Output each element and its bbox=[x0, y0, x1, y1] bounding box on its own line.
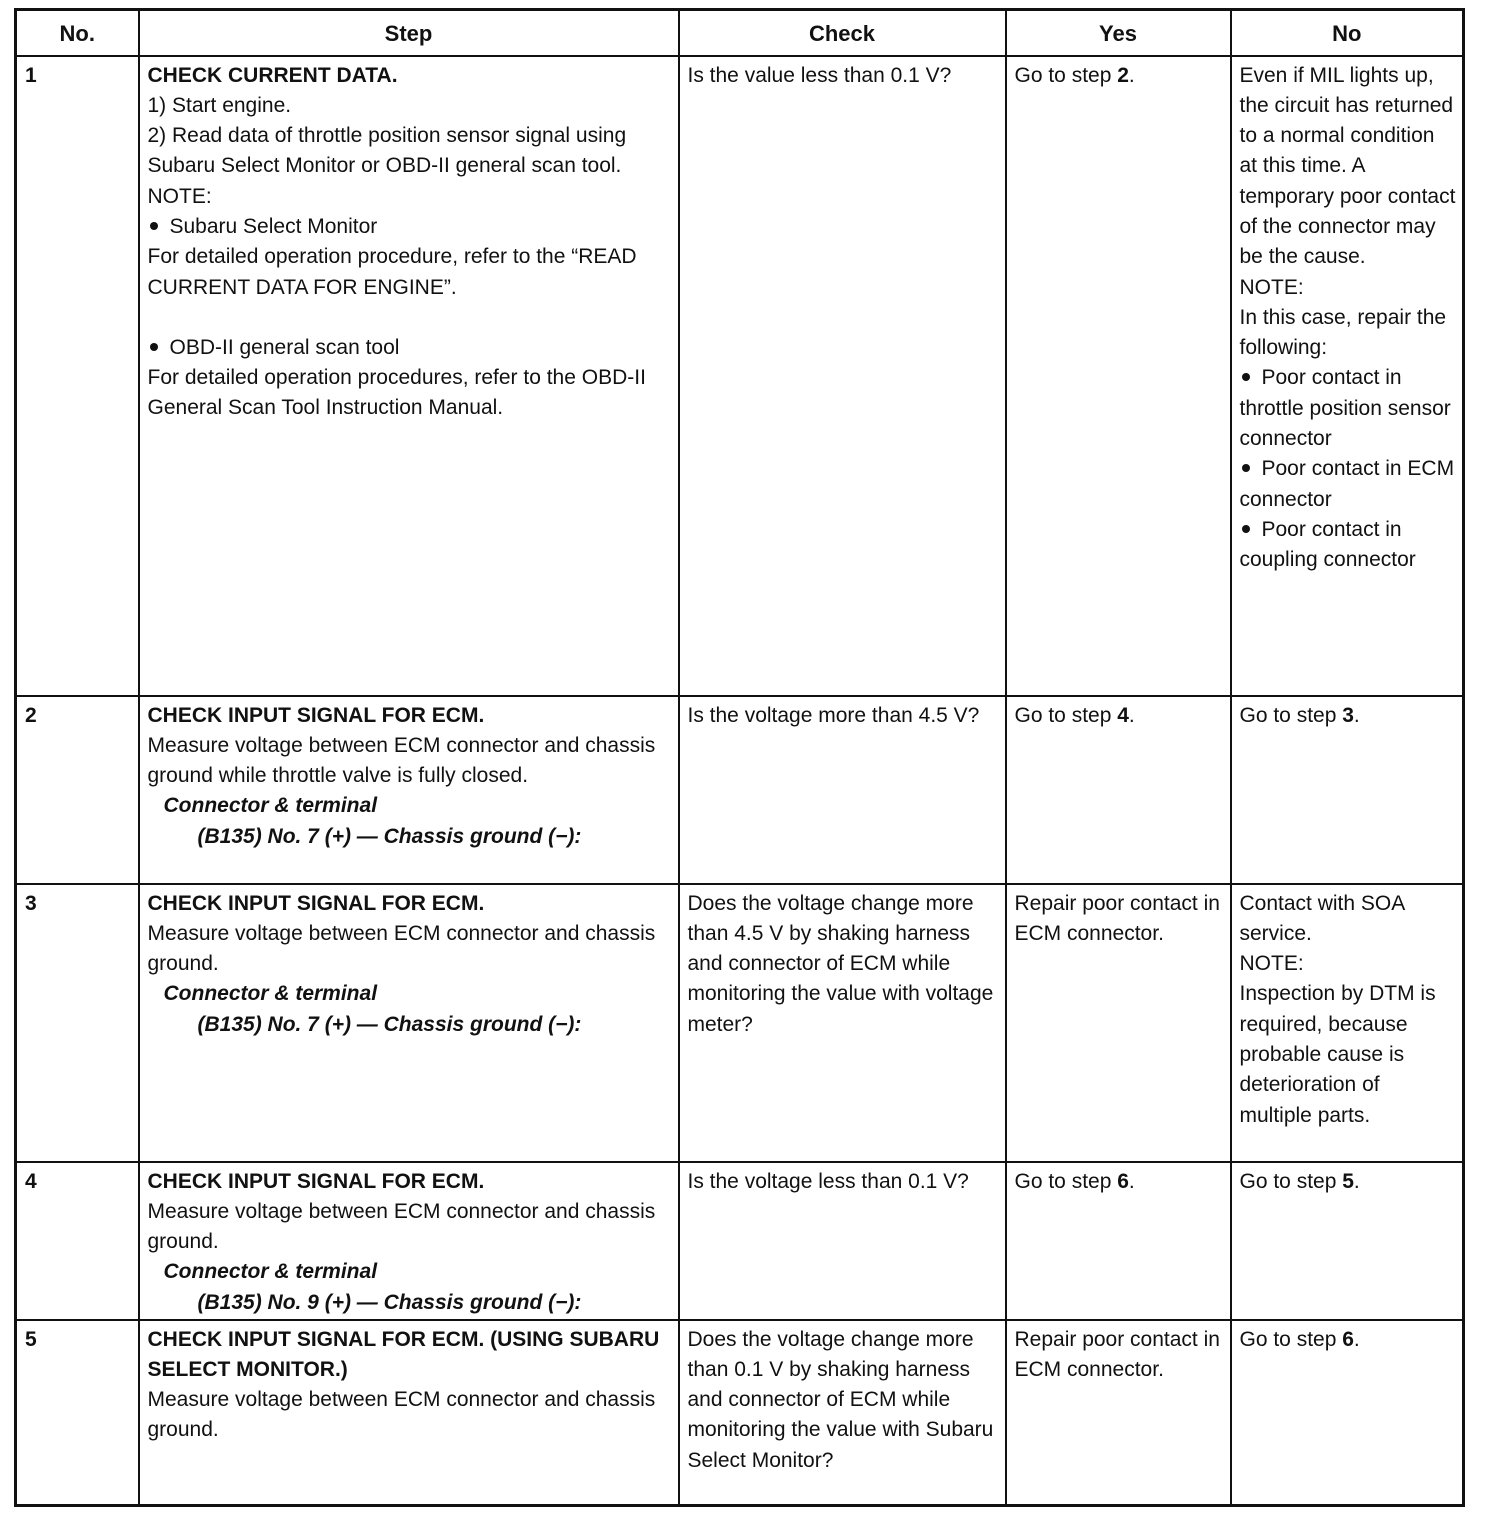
no-bullet: Poor contact in coupling connector bbox=[1240, 515, 1457, 576]
step-line: 2) Read data of throttle position sensor signal using Subaru Select Monitor or OBD-II general scan tool. bbox=[147, 124, 627, 178]
yes-prefix: Go to step bbox=[1014, 63, 1118, 87]
yes-cell: Go to step 6. bbox=[1006, 1162, 1231, 1320]
table-row-step-1 bbox=[16, 56, 1464, 696]
step-number: 5 bbox=[16, 1320, 139, 1506]
check-cell: Is the voltage less than 0.1 V? bbox=[679, 1162, 1006, 1320]
diagnostic-table bbox=[14, 8, 1465, 1507]
header-check: Check bbox=[679, 10, 1006, 56]
no-line: Even if MIL lights up, the circuit has returned to a normal condition at this time. A temporary poor contact of the connector may be the cause. bbox=[1239, 63, 1456, 269]
no-note-label: NOTE: bbox=[1239, 952, 1304, 976]
table-header-row bbox=[16, 10, 1464, 56]
diagnostic-procedure-sheet bbox=[14, 8, 1462, 1507]
step-text: Measure voltage between ECM connector and chassis ground. bbox=[147, 921, 656, 976]
check-cell: Is the value less than 0.1 V? bbox=[679, 56, 1006, 696]
no-cell bbox=[1231, 884, 1464, 1162]
step-number: 1 bbox=[16, 56, 139, 696]
step-cell bbox=[139, 1320, 679, 1506]
yes-cell: Go to step 4. bbox=[1006, 696, 1231, 884]
yes-prefix: Go to step bbox=[1014, 703, 1118, 727]
no-step-ref: 6 bbox=[1342, 1327, 1354, 1351]
step-number: 3 bbox=[16, 884, 139, 1162]
step-cell bbox=[139, 56, 679, 696]
step-title: CHECK INPUT SIGNAL FOR ECM. bbox=[147, 1169, 485, 1193]
no-line: Inspection by DTM is required, because probable cause is deterioration of multiple parts. bbox=[1239, 982, 1436, 1127]
connector-terminal-label: Connector & terminal bbox=[163, 794, 378, 818]
step-bullet: Subaru Select Monitor bbox=[148, 212, 672, 242]
step-bullet-text: For detailed operation procedures, refer to the OBD-II General Scan Tool Instruction Manual. bbox=[147, 366, 646, 420]
no-step-ref: 3 bbox=[1342, 703, 1354, 727]
step-cell bbox=[139, 884, 679, 1162]
step-note-label: NOTE: bbox=[147, 184, 212, 208]
header-no-answer: No bbox=[1231, 10, 1464, 56]
step-title: CHECK INPUT SIGNAL FOR ECM. (USING SUBARU SELECT MONITOR.) bbox=[147, 1327, 660, 1381]
yes-step-ref: 2 bbox=[1117, 63, 1129, 87]
spacer bbox=[148, 303, 672, 333]
step-cell bbox=[139, 696, 679, 884]
connector-terminal-value: (B135) No. 7 (+) — Chassis ground (−): bbox=[197, 824, 582, 848]
header-yes: Yes bbox=[1006, 10, 1231, 56]
yes-cell: Go to step 2. bbox=[1006, 56, 1231, 696]
no-step-ref: 5 bbox=[1342, 1169, 1354, 1193]
connector-terminal-label: Connector & terminal bbox=[163, 982, 378, 1006]
table-row-step-5 bbox=[16, 1320, 1464, 1506]
connector-terminal-value: (B135) No. 7 (+) — Chassis ground (−): bbox=[197, 1012, 582, 1036]
table-row-step-4 bbox=[16, 1162, 1464, 1320]
no-line: Contact with SOA service. bbox=[1239, 891, 1405, 945]
yes-cell: Repair poor contact in ECM connector. bbox=[1006, 884, 1231, 1162]
yes-cell: Repair poor contact in ECM connector. bbox=[1006, 1320, 1231, 1506]
no-line: In this case, repair the following: bbox=[1239, 305, 1447, 360]
step-line: 1) Start engine. bbox=[147, 93, 292, 117]
table-row-step-3 bbox=[16, 884, 1464, 1162]
step-text: Measure voltage between ECM connector and chassis ground. bbox=[147, 1388, 656, 1442]
step-title: CHECK INPUT SIGNAL FOR ECM. bbox=[147, 703, 485, 727]
step-bullet-text: For detailed operation procedure, refer to the “READ CURRENT DATA FOR ENGINE”. bbox=[147, 245, 637, 299]
connector-terminal-value: (B135) No. 9 (+) — Chassis ground (−): bbox=[197, 1290, 582, 1314]
no-cell bbox=[1231, 56, 1464, 696]
yes-step-ref: 4 bbox=[1117, 703, 1129, 727]
header-no: No. bbox=[16, 10, 139, 56]
no-cell: Go to step 6. bbox=[1231, 1320, 1464, 1506]
step-bullet: OBD-II general scan tool bbox=[148, 333, 672, 363]
step-text: Measure voltage between ECM connector and chassis ground. bbox=[147, 1199, 656, 1254]
step-cell bbox=[139, 1162, 679, 1320]
step-title: CHECK CURRENT DATA. bbox=[147, 63, 398, 87]
no-cell: Go to step 5. bbox=[1231, 1162, 1464, 1320]
step-text: Measure voltage between ECM connector and chassis ground while throttle valve is fully closed. bbox=[147, 733, 656, 788]
check-cell: Does the voltage change more than 0.1 V by shaking harness and connector of ECM while monitoring the value with Subaru Select Monitor? bbox=[679, 1320, 1006, 1506]
no-bullet: Poor contact in throttle position sensor connector bbox=[1240, 363, 1457, 454]
no-note-label: NOTE: bbox=[1239, 275, 1304, 299]
yes-prefix: Go to step bbox=[1014, 1169, 1118, 1193]
check-cell: Is the voltage more than 4.5 V? bbox=[679, 696, 1006, 884]
no-prefix: Go to step bbox=[1239, 1169, 1343, 1193]
no-prefix: Go to step bbox=[1239, 703, 1343, 727]
no-prefix: Go to step bbox=[1239, 1327, 1343, 1351]
table-row-step-2 bbox=[16, 696, 1464, 884]
no-bullet: Poor contact in ECM connector bbox=[1240, 454, 1457, 515]
step-number: 4 bbox=[16, 1162, 139, 1320]
yes-step-ref: 6 bbox=[1117, 1169, 1129, 1193]
step-number: 2 bbox=[16, 696, 139, 884]
step-title: CHECK INPUT SIGNAL FOR ECM. bbox=[147, 891, 485, 915]
no-cell: Go to step 3. bbox=[1231, 696, 1464, 884]
connector-terminal-label: Connector & terminal bbox=[163, 1260, 378, 1284]
header-step: Step bbox=[139, 10, 679, 56]
check-cell: Does the voltage change more than 4.5 V by shaking harness and connector of ECM while monitoring the value with voltage meter? bbox=[679, 884, 1006, 1162]
